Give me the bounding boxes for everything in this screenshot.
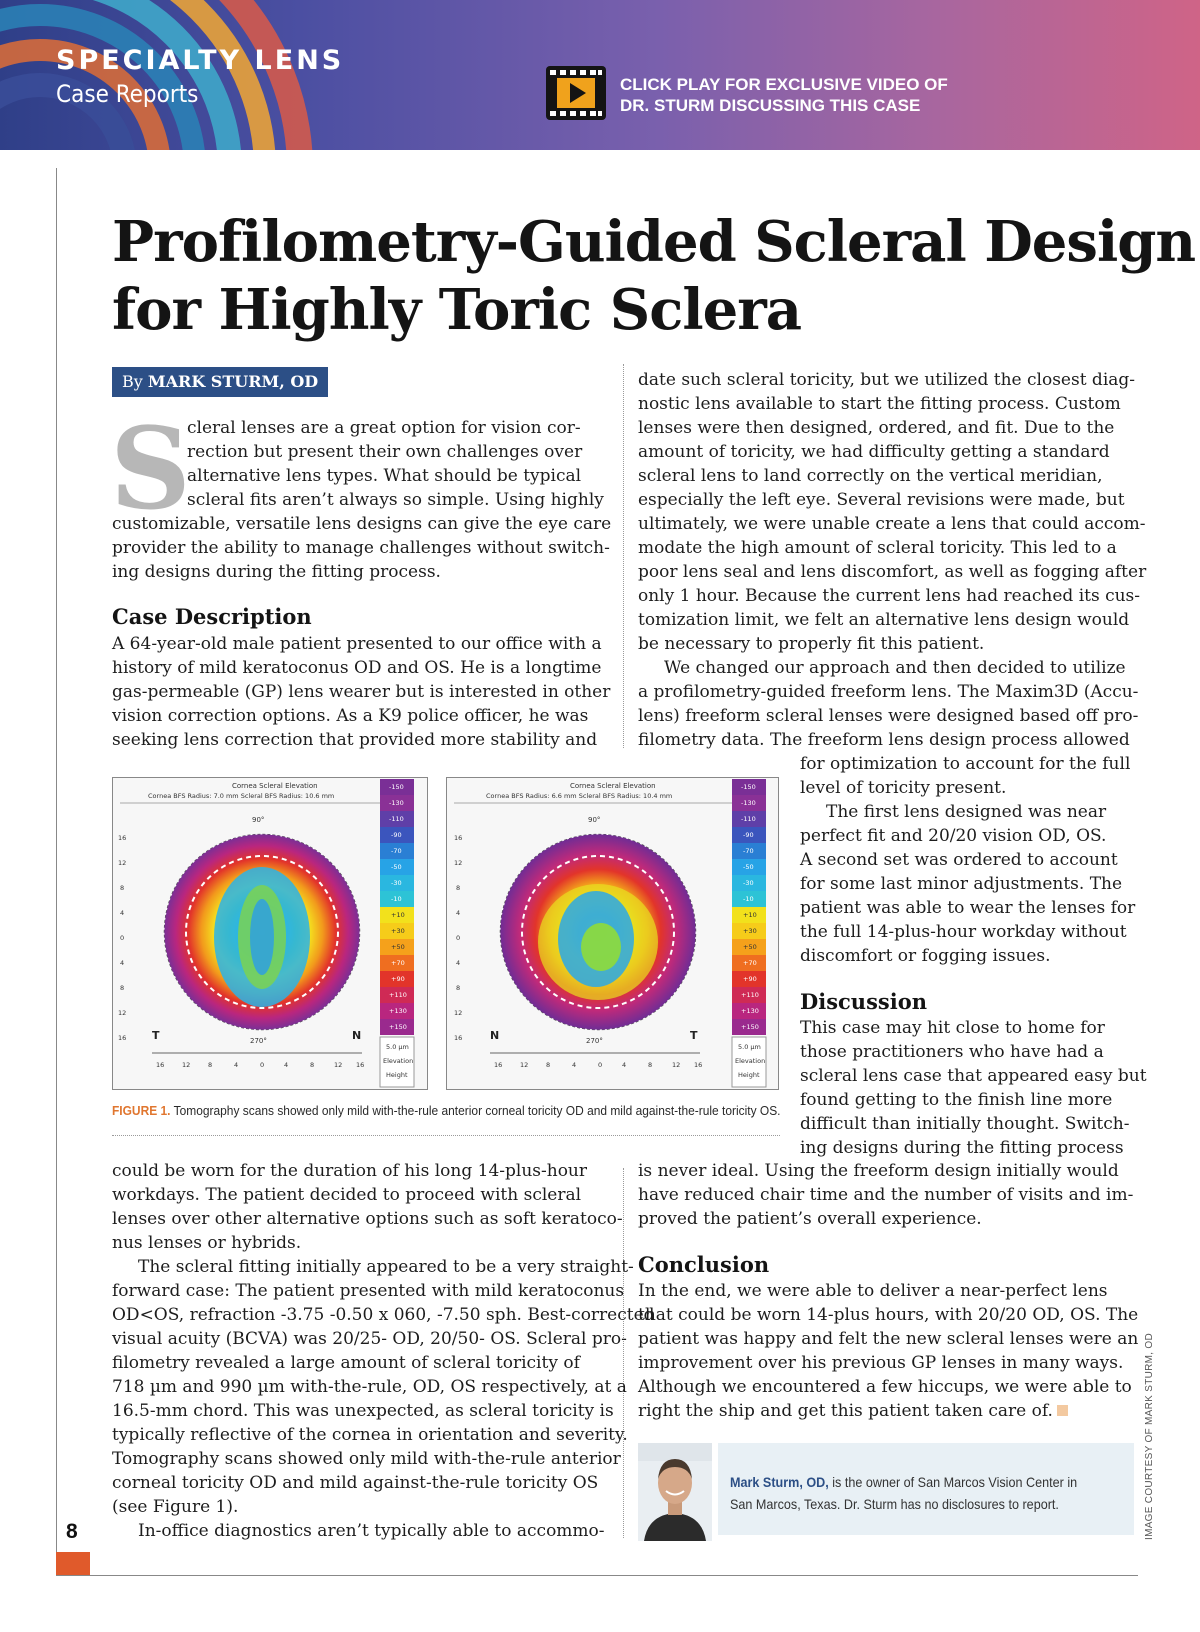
case-paragraph-1 (112, 632, 610, 752)
text-line: for optimization to account for the full (800, 754, 1131, 774)
right-column-top (638, 368, 1146, 752)
intro-paragraph (112, 512, 611, 584)
scale-label: -70 (391, 847, 402, 855)
text-line: A second set was ordered to account (800, 850, 1118, 870)
text-line: that could be worn 14-plus hours, with 20/20 OD, OS. The (638, 1305, 1139, 1325)
scale-label: -110 (741, 815, 756, 823)
text-line: a profilometry-guided freeform lens. The Maxim3D (Accu- (638, 682, 1139, 702)
discussion-paragraph-continued (638, 1159, 1133, 1231)
text-line: discomfort or fogging issues. (800, 946, 1051, 966)
scale-caption: Height (738, 1071, 760, 1079)
text-line: is never ideal. Using the freeform design initially would (638, 1161, 1119, 1181)
scale-label: +110 (389, 991, 407, 999)
text-line: right the ship and get this patient taken care of. (638, 1401, 1053, 1421)
axis-tick: 8 (546, 1061, 551, 1069)
axis-tick: 0 (260, 1061, 265, 1069)
text-line: visual acuity (BCVA) was 20/25- OD, 20/50- OS. Scleral pro- (112, 1329, 627, 1349)
image-credit: IMAGE COURTESY OF MARK STURM, OD (1144, 1332, 1155, 1540)
end-of-article-icon (1057, 1405, 1068, 1416)
scale-label: -50 (743, 863, 754, 871)
text-line: The first lens designed was near (826, 802, 1107, 822)
scale-label: -30 (743, 879, 754, 887)
text-line: tomization limit, we felt an alternative lens design would (638, 610, 1130, 630)
axis-tick: 4 (284, 1061, 289, 1069)
scale-label: -70 (743, 847, 754, 855)
video-callout-line2: DR. STURM DISCUSSING THIS CASE (620, 96, 921, 115)
left-map-bottom-angle: 270° (250, 1037, 267, 1045)
scale-label: +130 (389, 1007, 407, 1015)
text-line: alternative lens types. What should be typical (187, 466, 582, 486)
axis-tick: 16 (454, 834, 463, 842)
text-line-with-end-mark (638, 1399, 1138, 1423)
text-line: The scleral fitting initially appeared to be a very straight- (138, 1257, 634, 1277)
text-line: provider the ability to manage challenges without switch- (112, 538, 610, 558)
axis-tick: 12 (672, 1061, 681, 1069)
axis-tick: 16 (118, 1034, 127, 1042)
heading-discussion: Discussion (800, 989, 927, 1014)
text-line: gas-permeable (GP) lens wearer but is interested in other (112, 682, 611, 702)
text-line: poor lens seal and lens discomfort, as well as fogging after (638, 562, 1147, 582)
scale-label: +30 (743, 927, 757, 935)
byline (112, 367, 328, 397)
text-line: In-office diagnostics aren’t typically able to accommo- (138, 1521, 605, 1541)
axis-tick: 16 (356, 1061, 365, 1069)
author-bio-box (638, 1443, 1134, 1541)
heading-conclusion: Conclusion (638, 1252, 770, 1277)
axis-tick: 16 (156, 1061, 165, 1069)
scale-label: +150 (741, 1023, 759, 1031)
text-line: corneal toricity OD and mild against-the-rule toricity OS (112, 1473, 599, 1493)
byline-prefix: By (122, 372, 143, 391)
right-map-side-right: T (690, 1029, 698, 1042)
page-tab-accent (56, 1552, 90, 1575)
axis-tick: 12 (182, 1061, 191, 1069)
conclusion-paragraph (638, 1279, 1138, 1423)
right-map-side-left: N (490, 1029, 500, 1042)
scale-label: -30 (391, 879, 402, 887)
video-play-icon[interactable] (546, 66, 606, 120)
axis-tick: 8 (208, 1061, 213, 1069)
bottom-rule (56, 1575, 1138, 1576)
axis-tick: 0 (120, 934, 125, 942)
axis-tick: 12 (454, 859, 463, 867)
scale-caption: Height (386, 1071, 408, 1079)
author-bio-line1 (730, 1471, 1077, 1493)
right-map-title: Cornea Scleral Elevation (570, 782, 656, 790)
author-photo (638, 1443, 712, 1541)
text-line: lens) freeform scleral lenses were designed based off pro- (638, 706, 1139, 726)
case-paragraph-continued (112, 1159, 655, 1543)
left-map-radius: Cornea BFS Radius: 7.0 mm Scleral BFS Radius: 10.6 mm (148, 792, 335, 800)
axis-tick: 0 (456, 934, 461, 942)
scale-caption: Elevation (735, 1057, 766, 1065)
axis-tick: 4 (120, 909, 125, 917)
figure-tomography-maps (112, 777, 779, 1090)
text-line: be necessary to properly fit this patient. (638, 634, 985, 654)
axis-tick: 8 (648, 1061, 653, 1069)
text-line: This case may hit close to home for (800, 1018, 1105, 1038)
scale-label: +10 (391, 911, 405, 919)
text-line: 16.5-mm chord. This was unexpected, as scleral toricity is (112, 1401, 614, 1421)
heading-case-description: Case Description (112, 604, 312, 629)
right-elevation-map (447, 778, 779, 1090)
scale-label: -90 (391, 831, 402, 839)
scale-unit: 5.0 µm (738, 1043, 761, 1051)
text-line: A 64-year-old male patient presented to our office with a (112, 634, 602, 654)
drop-cap: S (110, 404, 191, 535)
text-line: Although we encountered a few hiccups, we were able to (638, 1377, 1132, 1397)
scale-label: +70 (743, 959, 757, 967)
text-line: seeking lens correction that provided more stability and (112, 730, 598, 750)
text-line: improvement over his previous GP lenses in many ways. (638, 1353, 1124, 1373)
header-banner (0, 0, 1200, 150)
axis-tick: 4 (120, 959, 125, 967)
discussion-paragraph (800, 1016, 1147, 1160)
scale-label: -10 (743, 895, 754, 903)
scale-label: +110 (741, 991, 759, 999)
author-bio-text: is the owner of San Marcos Vision Center in (832, 1474, 1078, 1490)
text-line: difficult than initially thought. Switch- (800, 1114, 1130, 1134)
text-line: especially the left eye. Several revisions were made, but (638, 490, 1125, 510)
axis-tick: 12 (334, 1061, 343, 1069)
text-line: for some last minor adjustments. The (800, 874, 1123, 894)
axis-tick: 4 (456, 959, 461, 967)
section-title: SPECIALTY LENS (56, 45, 345, 76)
text-line: (see Figure 1). (112, 1497, 239, 1517)
scale-label: -90 (743, 831, 754, 839)
scale-label: -50 (391, 863, 402, 871)
video-callout-line1: CLICK PLAY FOR EXCLUSIVE VIDEO OF (620, 75, 948, 94)
axis-tick: 0 (598, 1061, 603, 1069)
text-line: history of mild keratoconus OD and OS. He is a longtime (112, 658, 602, 678)
author-name: Mark Sturm, OD, (730, 1474, 829, 1490)
text-line: scleral fits aren’t always so simple. Using highly (187, 490, 604, 510)
axis-tick: 4 (572, 1061, 577, 1069)
text-line: date such scleral toricity, but we utilized the closest diag- (638, 370, 1136, 390)
text-line: ultimately, we were unable create a lens that could accom- (638, 514, 1146, 534)
axis-tick: 8 (120, 984, 125, 992)
axis-tick: 12 (118, 859, 127, 867)
text-line: ing designs during the fitting process. (112, 562, 441, 582)
left-map-title: Cornea Scleral Elevation (232, 782, 318, 790)
axis-tick: 12 (454, 1009, 463, 1017)
text-line: ing designs during the fitting process (800, 1138, 1124, 1158)
column-divider (623, 364, 624, 748)
article-title-line2: for Highly Toric Sclera (112, 277, 802, 343)
scale-label: -10 (391, 895, 402, 903)
scale-label: -130 (389, 799, 404, 807)
text-line: only 1 hour. Because the current lens had reached its cus- (638, 586, 1141, 606)
axis-tick: 16 (494, 1061, 503, 1069)
text-line: 718 µm and 990 µm with-the-rule, OD, OS respectively, at a (112, 1377, 627, 1397)
text-line: the full 14-plus-hour workday without (800, 922, 1127, 942)
figure-caption-label: FIGURE 1. (112, 1103, 171, 1118)
text-line: patient was happy and felt the new scleral lenses were an (638, 1329, 1139, 1349)
figure-divider (112, 1135, 780, 1136)
article-title (112, 208, 1195, 344)
axis-tick: 8 (456, 984, 461, 992)
axis-tick: 16 (454, 1034, 463, 1042)
scale-caption: Elevation (383, 1057, 414, 1065)
intro-paragraph-indented (187, 416, 604, 512)
text-line: nostic lens available to start the fitting process. Custom (638, 394, 1121, 414)
text-line: proved the patient’s overall experience. (638, 1209, 982, 1229)
text-line: cleral lenses are a great option for vision cor- (187, 418, 581, 438)
video-callout[interactable] (620, 74, 948, 116)
axis-tick: 8 (120, 884, 125, 892)
right-map-radius: Cornea BFS Radius: 6.6 mm Scleral BFS Radius: 10.4 mm (486, 792, 673, 800)
axis-tick: 12 (520, 1061, 529, 1069)
text-line: lenses over other alternative options such as soft keratoco- (112, 1209, 623, 1229)
text-line: customizable, versatile lens designs can give the eye care (112, 514, 612, 534)
left-rule (56, 168, 57, 1575)
axis-tick: 16 (694, 1061, 703, 1069)
text-line: found getting to the finish line more (800, 1090, 1113, 1110)
axis-tick: 4 (234, 1061, 239, 1069)
scale-label: +90 (391, 975, 405, 983)
text-line: We changed our approach and then decided to utilize (664, 658, 1126, 678)
axis-tick: 8 (310, 1061, 315, 1069)
text-line: nus lenses or hybrids. (112, 1233, 302, 1253)
text-line: forward case: The patient presented with mild keratoconus (112, 1281, 625, 1301)
text-line: In the end, we were able to deliver a near-perfect lens (638, 1281, 1108, 1301)
right-column-mid (800, 752, 1135, 968)
text-line: typically reflective of the cornea in orientation and severity. (112, 1425, 628, 1445)
scale-label: -150 (741, 783, 756, 791)
left-map-top-angle: 90° (252, 816, 265, 824)
section-subtitle: Case Reports (56, 80, 199, 108)
scale-label: +90 (743, 975, 757, 983)
text-line: workdays. The patient decided to proceed with scleral (112, 1185, 582, 1205)
text-line: perfect fit and 20/20 vision OD, OS. (800, 826, 1107, 846)
axis-tick: 16 (118, 834, 127, 842)
text-line: vision correction options. As a K9 police officer, he was (112, 706, 589, 726)
text-line: could be worn for the duration of his long 14-plus-hour (112, 1161, 588, 1181)
article-title-line1: Profilometry-Guided Scleral Design (112, 209, 1196, 275)
right-map-top-angle: 90° (588, 816, 601, 824)
scale-label: -150 (389, 783, 404, 791)
text-line: level of toricity present. (800, 778, 1007, 798)
scale-label: +130 (741, 1007, 759, 1015)
text-line: patient was able to wear the lenses for (800, 898, 1136, 918)
scale-label: +70 (391, 959, 405, 967)
right-map-bottom-angle: 270° (586, 1037, 603, 1045)
text-line: scleral lens case that appeared easy but (800, 1066, 1147, 1086)
left-map-side-right: N (352, 1029, 362, 1042)
text-line: filometry data. The freeform lens design process allowed (638, 730, 1130, 750)
text-line: amount of toricity, we had difficulty getting a standard (638, 442, 1110, 462)
byline-author: MARK STURM, OD (147, 372, 319, 391)
scale-label: -110 (389, 815, 404, 823)
figure-caption-text: Tomography scans showed only mild with-the-rule anterior corneal toricity OD and mild against-the-rule toricity OS. (173, 1103, 781, 1118)
scale-label: -130 (741, 799, 756, 807)
scale-label: +50 (391, 943, 405, 951)
left-map-side-left: T (152, 1029, 160, 1042)
scale-label: +10 (743, 911, 757, 919)
text-line: modate the high amount of scleral toricity. This led to a (638, 538, 1117, 558)
author-bio (730, 1471, 1077, 1515)
text-line: rection but present their own challenges over (187, 442, 583, 462)
axis-tick: 4 (622, 1061, 627, 1069)
text-line: those practitioners who have had a (800, 1042, 1104, 1062)
axis-tick: 4 (456, 909, 461, 917)
scale-label: +50 (743, 943, 757, 951)
text-line: filometry revealed a large amount of scleral toricity of (112, 1353, 580, 1373)
figure-caption (112, 1103, 781, 1118)
text-line: Tomography scans showed only mild with-the-rule anterior (112, 1449, 621, 1469)
scale-unit: 5.0 µm (386, 1043, 409, 1051)
axis-tick: 12 (118, 1009, 127, 1017)
axis-tick: 8 (456, 884, 461, 892)
page-number: 8 (66, 1520, 78, 1543)
scale-label: +30 (391, 927, 405, 935)
text-line: have reduced chair time and the number of visits and im- (638, 1185, 1134, 1205)
author-bio-line2: San Marcos, Texas. Dr. Sturm has no disclosures to report. (730, 1496, 1059, 1512)
left-elevation-map (113, 778, 428, 1090)
text-line: lenses were then designed, ordered, and fit. Due to the (638, 418, 1115, 438)
scale-label: +150 (389, 1023, 407, 1031)
text-line: OD<OS, refraction -3.75 -0.50 x 060, -7.50 sph. Best-corrected (112, 1305, 655, 1325)
text-line: scleral lens to land correctly on the vertical meridian, (638, 466, 1103, 486)
